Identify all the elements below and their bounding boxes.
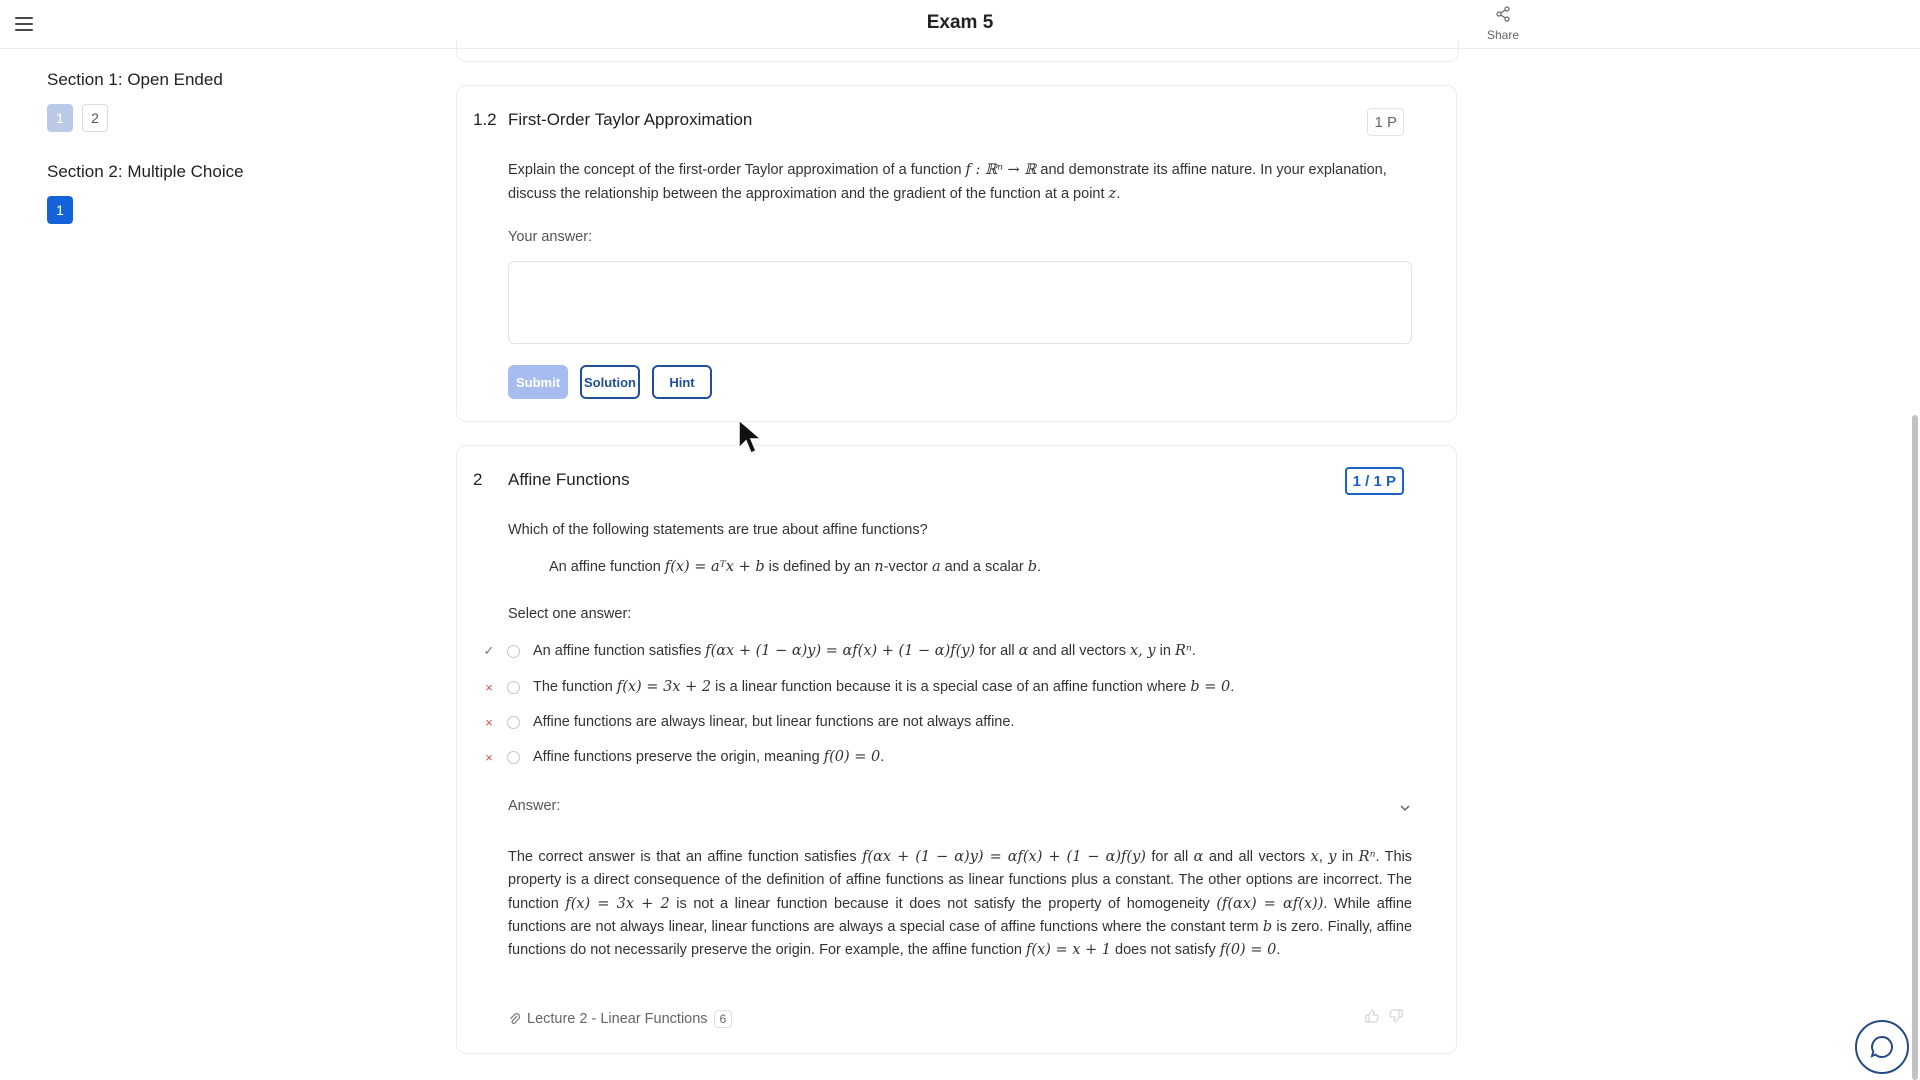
hint-button[interactable]: Hint bbox=[652, 365, 712, 399]
section-title-multiple-choice: Section 2: Multiple Choice bbox=[47, 162, 244, 181]
answer-option[interactable]: × Affine functions preserve the origin, meaning f(0) = 0 . bbox=[481, 745, 884, 769]
share-label: Share bbox=[1486, 28, 1520, 42]
question-title: First-Order Taylor Approximation bbox=[508, 110, 753, 129]
math-z: z bbox=[1108, 186, 1117, 202]
math-affine-def: f(x) = aᵀx + b bbox=[664, 559, 765, 575]
score-badge: 1 / 1 P bbox=[1345, 467, 1404, 495]
page-title: Exam 5 bbox=[926, 12, 994, 33]
wrong-x-icon: × bbox=[485, 749, 493, 765]
question-statement: An affine function f(x) = aᵀx + b is defined by an n-vector a and a scalar b. bbox=[549, 559, 1042, 575]
math-f-mapping: f : ℝⁿ → ℝ bbox=[965, 162, 1037, 178]
question-text: Explain the concept of the first-order Taylor approximation of a function f : ℝⁿ → ℝ and demonstrate its affine nature. In your explanation, discuss the relationship between the approximation and the gradient of the function at a point z. bbox=[508, 162, 1387, 202]
menu-icon[interactable] bbox=[12, 12, 36, 36]
answer-explanation: The correct answer is that an affine function satisfies f(αx + (1 − α)y) = αf(x) + (1 − α)f(y) for all α and all vectors x, y in Rⁿ. This property is a direct consequence of the definition of affine functions as linear functions plus a constant. The other options are incorrect. The function f(x) = 3x + 2 is not a linear function because it does not satisfy the property of homogeneity (f(αx) = αf(x)). While affine functions are not always linear, linear functions are always a special case of affine functions where the constant term b is zero. Finally, affine functions do not necessarily preserve the origin. For example, the affine function f(x) = x + 1 does not satisfy f(0) = 0. bbox=[508, 849, 1413, 959]
lecture-reference-link[interactable] bbox=[508, 1010, 732, 1028]
chevron-down-icon bbox=[1398, 801, 1412, 815]
points-badge: 1 P bbox=[1367, 108, 1404, 136]
question-actions bbox=[508, 365, 712, 399]
section-2-pager bbox=[47, 196, 407, 224]
reference-count: 6 bbox=[714, 1010, 733, 1028]
section-1-pager bbox=[47, 104, 407, 132]
feedback-buttons bbox=[1364, 1008, 1404, 1024]
answer-toggle[interactable] bbox=[508, 798, 1412, 822]
correct-check-icon: ✓ bbox=[483, 643, 495, 658]
paperclip-icon bbox=[508, 1012, 521, 1026]
answer-option[interactable]: × The function f(x) = 3x + 2 is a linear function because it is a special case of an affine function where b = 0 . bbox=[481, 675, 1234, 699]
wrong-x-icon: × bbox=[485, 679, 493, 695]
submit-button[interactable]: Submit bbox=[508, 365, 568, 399]
option-radio[interactable] bbox=[507, 681, 520, 694]
share-icon bbox=[1495, 6, 1511, 22]
share-button[interactable] bbox=[1470, 6, 1536, 42]
your-answer-label: Your answer: bbox=[508, 229, 593, 245]
thumbs-down-icon[interactable] bbox=[1388, 1008, 1404, 1024]
thumbs-up-icon[interactable] bbox=[1364, 1008, 1380, 1024]
solution-button[interactable]: Solution bbox=[580, 365, 640, 399]
scrollbar-thumb[interactable] bbox=[1912, 415, 1918, 1080]
answer-textarea[interactable] bbox=[508, 261, 1412, 344]
sidebar bbox=[47, 70, 407, 254]
mouse-cursor-icon bbox=[737, 418, 763, 458]
question-card-affine bbox=[456, 445, 1457, 1054]
answer-label: Answer: bbox=[508, 798, 561, 814]
option-radio[interactable] bbox=[507, 716, 520, 729]
option-radio[interactable] bbox=[507, 645, 520, 658]
section-1-page-2[interactable]: 2 bbox=[82, 104, 108, 132]
chat-button[interactable] bbox=[1855, 1020, 1909, 1074]
answer-option[interactable]: × Affine functions are always linear, but linear functions are not always affine. bbox=[481, 710, 1014, 734]
section-1-page-1[interactable]: 1 bbox=[47, 104, 73, 132]
question-card-taylor bbox=[456, 85, 1457, 422]
question-number: 2 bbox=[473, 470, 483, 489]
section-2-page-1[interactable]: 1 bbox=[47, 196, 73, 224]
option-radio[interactable] bbox=[507, 751, 520, 764]
wrong-x-icon: × bbox=[485, 714, 493, 730]
previous-question-card bbox=[456, 40, 1459, 62]
reference-label: Lecture 2 - Linear Functions bbox=[527, 1011, 708, 1027]
question-number: 1.2 bbox=[473, 110, 497, 129]
select-one-label: Select one answer: bbox=[508, 606, 632, 622]
answer-option[interactable]: ✓ An affine function satisfies f(αx + (1 − α)y) = αf(x) + (1 − α)f(y) for all α and all vectors x, y in Rⁿ . bbox=[481, 639, 1196, 663]
section-title-open-ended: Section 1: Open Ended bbox=[47, 70, 223, 89]
question-title: Affine Functions bbox=[508, 470, 630, 489]
question-prompt: Which of the following statements are true about affine functions? bbox=[508, 522, 928, 538]
chat-icon bbox=[1869, 1034, 1895, 1060]
